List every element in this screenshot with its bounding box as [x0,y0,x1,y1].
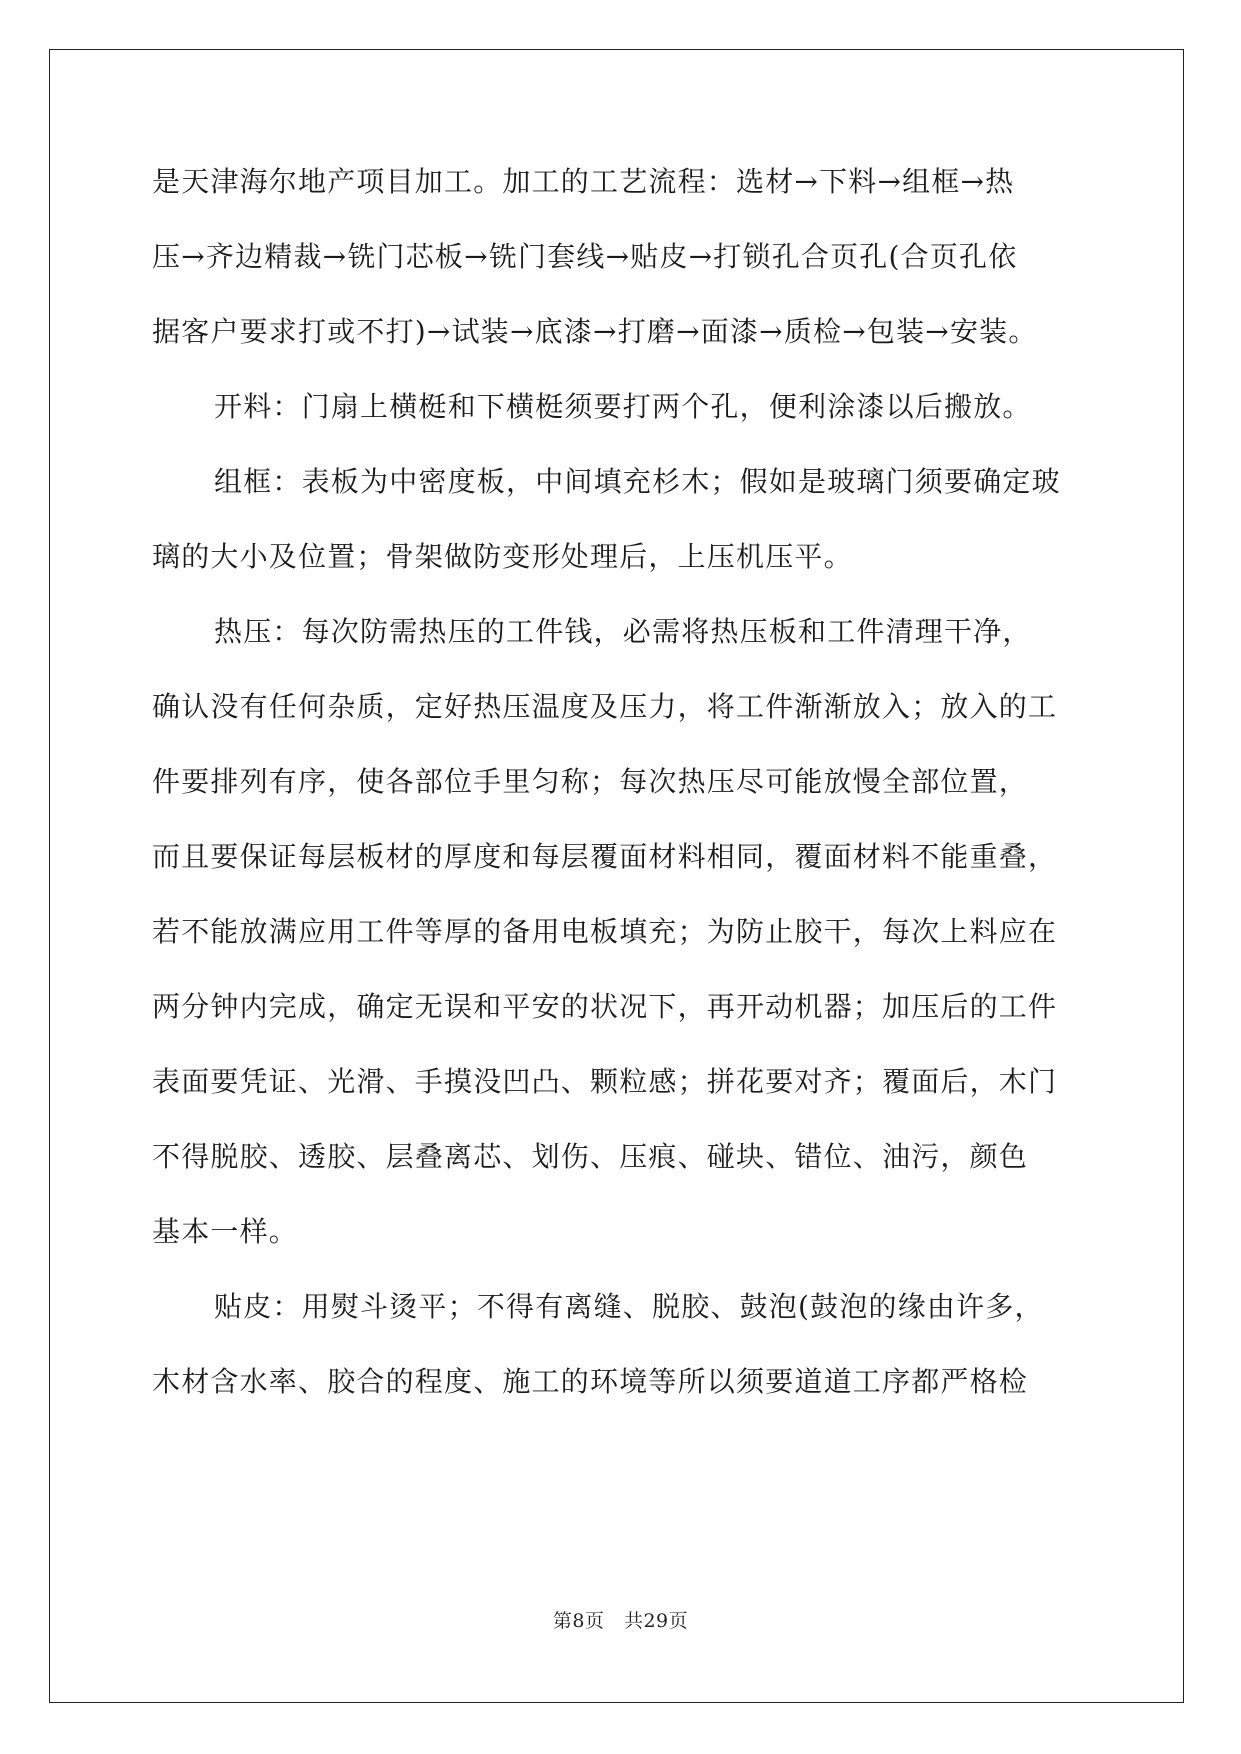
text-line: 璃的大小及位置；骨架做防变形处理后，上压机压平。 [152,540,853,573]
paragraph-zukuang: 组框：表板为中密度板，中间填充杉木；假如是玻璃门须要确定玻 [214,465,1061,498]
text-line: 确认没有任何杂质，定好热压温度及压力，将工件渐渐放入；放入的工 [152,690,1058,723]
page-footer [0,1606,1241,1633]
text-line: 木材含水率、胶合的程度、施工的环境等所以须要道道工序都严格检 [152,1365,1029,1398]
page-number: 第8页 共29页 [552,1610,689,1632]
text-line: 若不能放满应用工件等厚的备用电板填充；为防止胶干，每次上料应在 [152,915,1058,948]
paragraph-reya: 热压：每次防需热压的工件钱，必需将热压板和工件清理干净， [214,615,1032,648]
text-line: 两分钟内完成，确定无误和平安的状况下，再开动机器；加压后的工件 [152,990,1058,1023]
paragraph-kailiao: 开料：门扇上横梃和下横梃须要打两个孔，便利涂漆以后搬放。 [214,390,1032,423]
text-line: 基本一样。 [152,1215,299,1248]
text-line: 而且要保证每层板材的厚度和每层覆面材料相同，覆面材料不能重叠， [152,840,1058,873]
text-line: 是天津海尔地产项目加工。加工的工艺流程：选材→下料→组框→热 [152,165,1015,198]
paragraph-tiepi: 贴皮：用熨斗烫平；不得有离缝、脱胶、鼓泡(鼓泡的缘由许多， [214,1290,1044,1323]
text-line: 据客户要求打或不打)→试装→底漆→打磨→面漆→质检→包装→安装。 [152,315,1038,348]
text-line: 不得脱胶、透胶、层叠离芯、划伤、压痕、碰块、错位、油污，颜色 [152,1140,1029,1173]
text-line: 件要排列有序，使各部位手里匀称；每次热压尽可能放慢全部位置， [152,765,1029,798]
text-line: 压→齐边精裁→铣门芯板→铣门套线→贴皮→打锁孔合页孔(合页孔依 [152,240,1018,273]
text-line: 表面要凭证、光滑、手摸没凹凸、颗粒感；拼花要对齐；覆面后，木门 [152,1065,1058,1098]
